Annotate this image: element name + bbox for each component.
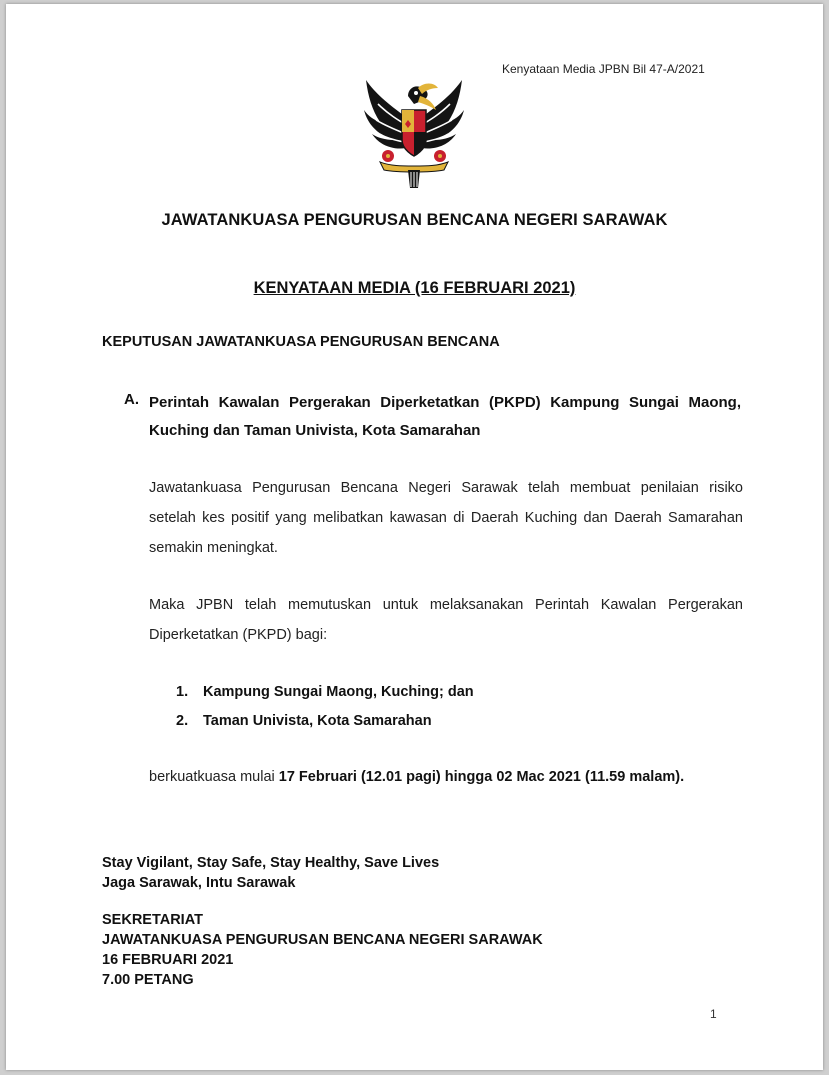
statement-reference: Kenyataan Media JPBN Bil 47-A/2021 <box>502 62 705 76</box>
list-item-text: Taman Univista, Kota Samarahan <box>203 713 432 729</box>
section-heading: KEPUTUSAN JAWATANKUASA PENGURUSAN BENCANA <box>102 334 500 350</box>
list-item <box>176 678 474 707</box>
pkpd-area-list <box>176 678 474 736</box>
list-item-text: Kampung Sungai Maong, Kuching; dan <box>203 684 474 700</box>
media-statement-title: KENYATAAN MEDIA (16 FEBRUARI 2021) <box>253 279 576 297</box>
item-title: Perintah Kawalan Pergerakan Diperketatkan (PKPD) Kampung Sungai Maong, Kuching dan Taman Univista, Kota Samarahan <box>149 394 741 439</box>
sarawak-crest-icon <box>358 70 470 190</box>
page-number: 1 <box>710 1007 717 1021</box>
paragraph-effective-period <box>149 762 743 792</box>
signature-date: 16 FEBRUARI 2021 <box>102 952 234 968</box>
paragraph-decision: Maka JPBN telah memutuskan untuk melaksanakan Perintah Kawalan Pergerakan Diperketatkan (PKPD) bagi: <box>149 597 743 643</box>
signature-line: SEKRETARIAT <box>102 912 203 928</box>
slogan-line: Stay Vigilant, Stay Safe, Stay Healthy, Save Lives <box>102 855 440 871</box>
signature-block <box>102 910 543 990</box>
list-item-number: 2. <box>176 713 189 729</box>
effective-prefix: berkuatkuasa mulai <box>149 769 279 785</box>
list-item-number: 1. <box>176 684 189 700</box>
signature-time: 7.00 PETANG <box>102 972 194 988</box>
organisation-title: JAWATANKUASA PENGURUSAN BENCANA NEGERI SARAWAK <box>161 211 668 229</box>
list-item <box>176 707 474 736</box>
document-page <box>6 4 823 1070</box>
item-marker: A. <box>124 391 139 408</box>
slogan-block <box>102 853 439 893</box>
slogan-line: Jaga Sarawak, Intu Sarawak <box>102 875 296 891</box>
effective-dates: 17 Februari (12.01 pagi) hingga 02 Mac 2021 (11.59 malam). <box>278 769 685 785</box>
signature-line: JAWATANKUASA PENGURUSAN BENCANA NEGERI SARAWAK <box>102 932 543 948</box>
paragraph-risk-assessment: Jawatankuasa Pengurusan Bencana Negeri Sarawak telah membuat penilaian risiko setelah kes positif yang melibatkan kawasan di Daerah Kuching dan Daerah Samarahan semakin meningkat. <box>149 480 743 556</box>
